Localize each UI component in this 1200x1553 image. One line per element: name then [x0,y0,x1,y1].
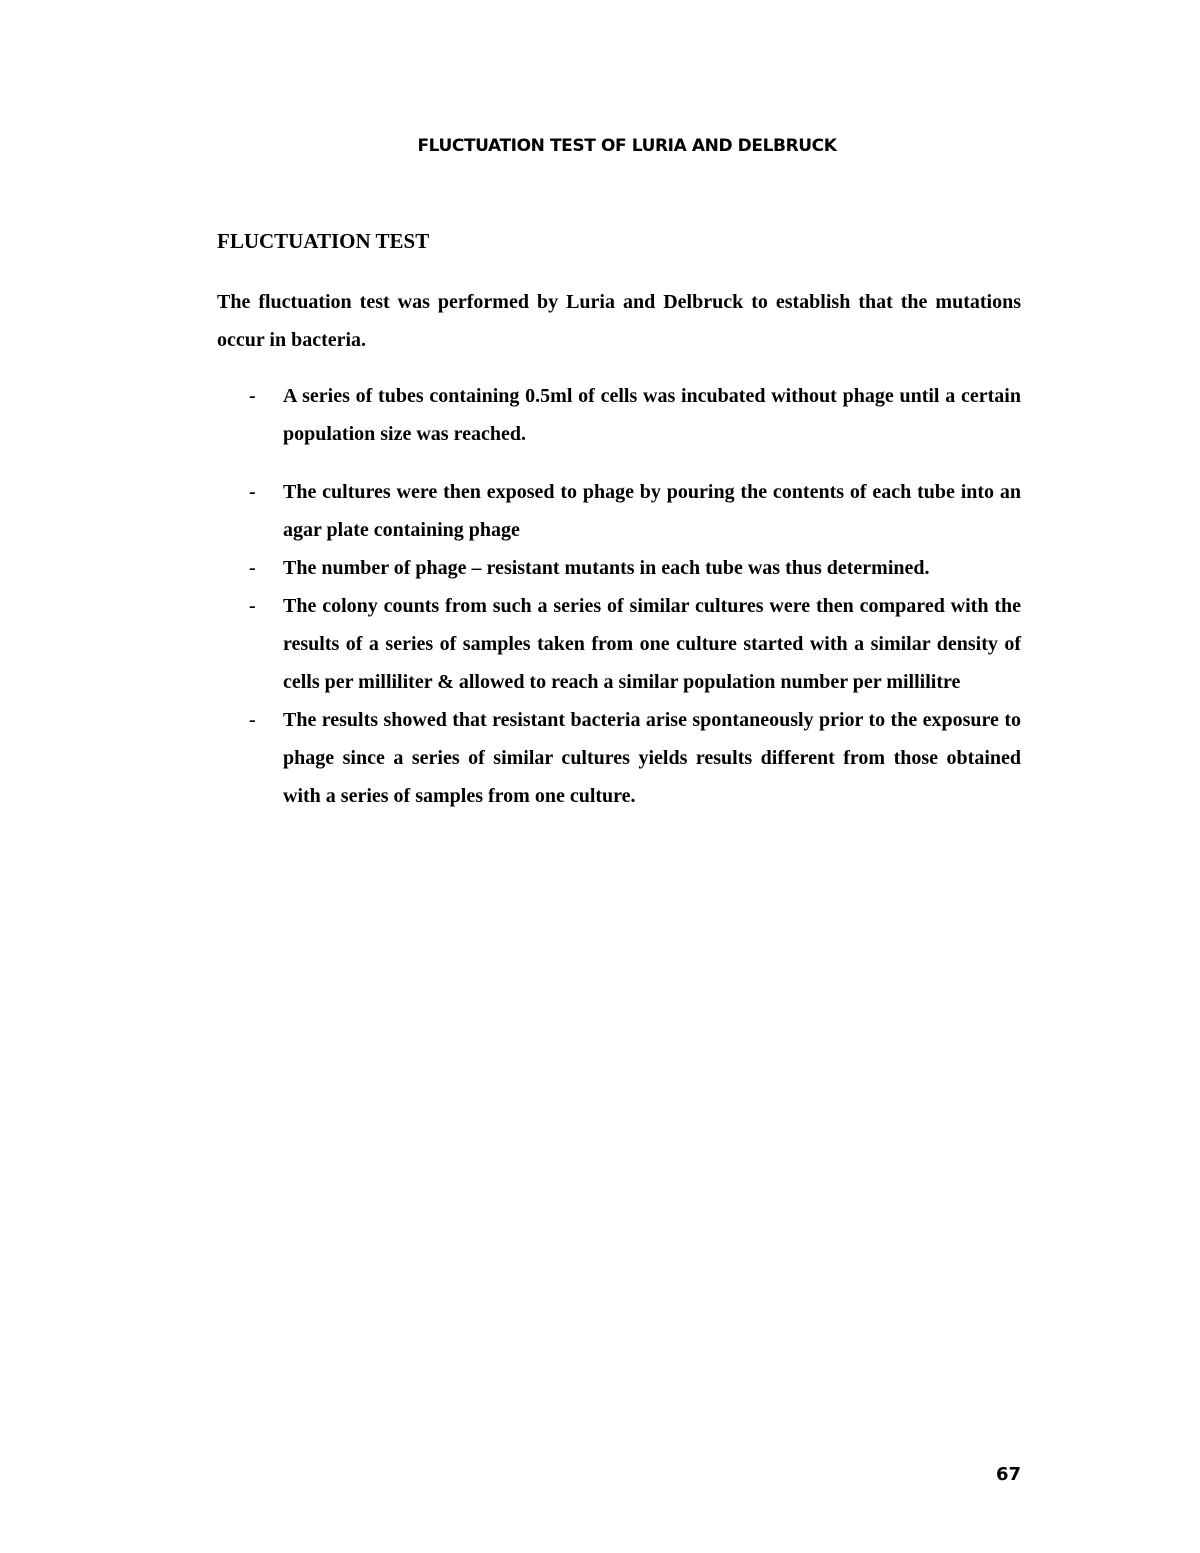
bullet-text: A series of tubes containing 0.5ml of cells was incubated without phage until a certain population size was reached. [283,385,1021,445]
bullet-item-4 [217,587,1021,701]
page-number: 67 [996,1464,1022,1485]
bullet-item-2 [217,473,1021,549]
page-title: FLUCTUATION TEST OF LURIA AND DELBRUCK [417,136,837,156]
bullet-text: The number of phage – resistant mutants in each tube was thus determined. [283,557,930,579]
section-heading: FLUCTUATION TEST [217,229,430,253]
bullet-marker: - [249,385,256,407]
intro-paragraph: The fluctuation test was performed by Luria and Delbruck to establish that the mutations occur in bacteria. [217,291,1021,351]
bullet-text: The colony counts from such a series of similar cultures were then compared with the results of a series of samples taken from one culture started with a similar density of cells per milliliter & allowed to reach a similar population number per millilitre [283,595,1021,693]
bullet-text: The results showed that resistant bacteria arise spontaneously prior to the exposure to phage since a series of similar cultures yields results different from those obtained with a series of samples from one culture. [283,709,1021,807]
bullet-marker: - [249,709,256,731]
bullet-item-1 [217,377,1021,453]
bullet-item-3 [217,549,1021,587]
bullet-list [217,377,1021,815]
bullet-text: The cultures were then exposed to phage by pouring the contents of each tube into an agar plate containing phage [283,481,1021,541]
bullet-marker: - [249,481,256,503]
bullet-marker: - [249,595,256,617]
bullet-item-5 [217,701,1021,815]
bullet-marker: - [249,557,256,579]
